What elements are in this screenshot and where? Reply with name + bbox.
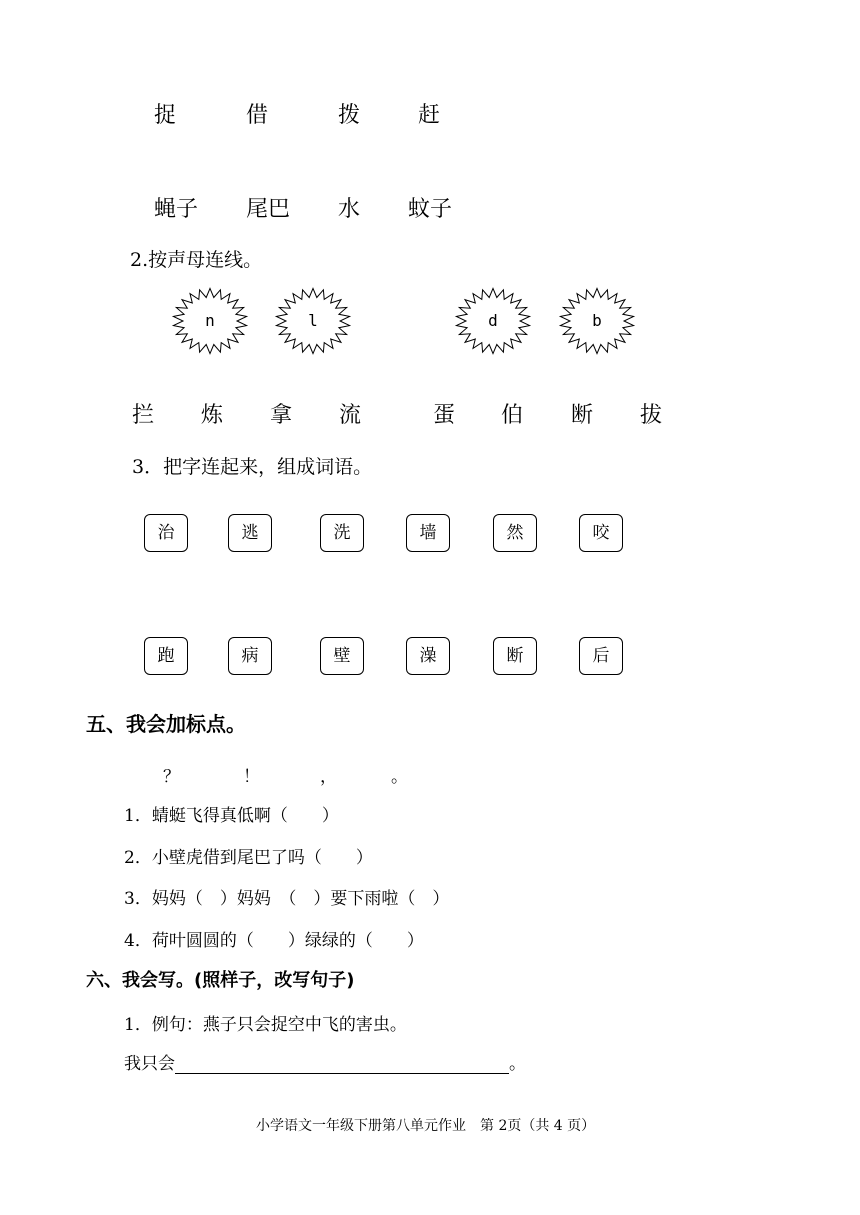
verb-word: 拨 bbox=[338, 103, 361, 128]
char-item: 炼 bbox=[201, 403, 224, 428]
char-box[interactable]: 后 bbox=[579, 637, 623, 675]
char-box[interactable]: 逃 bbox=[228, 514, 272, 552]
punctuation-mark: ， bbox=[320, 767, 337, 787]
section-6-heading: 六、我会写。(照样子，改写句子) bbox=[86, 970, 355, 991]
char-box[interactable]: 然 bbox=[493, 514, 537, 552]
question-3-title: 3．把字连起来，组成词语。 bbox=[132, 456, 373, 478]
noun-word: 水 bbox=[338, 197, 361, 222]
char-item: 拿 bbox=[270, 403, 293, 428]
rewrite-line bbox=[124, 1049, 526, 1074]
noun-word: 蝇子 bbox=[154, 197, 199, 222]
punctuation-item: 1．蜻蜓飞得真低啊（ ） bbox=[124, 806, 339, 826]
char-item: 拔 bbox=[640, 403, 663, 428]
page-footer: 小学语文一年级下册第八单元作业 第 2页（共 4 页） bbox=[256, 1118, 596, 1134]
char-item: 伯 bbox=[501, 403, 524, 428]
noun-word: 尾巴 bbox=[246, 197, 291, 222]
char-box[interactable]: 墙 bbox=[406, 514, 450, 552]
char-box[interactable]: 壁 bbox=[320, 637, 364, 675]
question-2-title: 2.按声母连线。 bbox=[130, 249, 263, 271]
char-box[interactable]: 断 bbox=[493, 637, 537, 675]
char-box[interactable]: 治 bbox=[144, 514, 188, 552]
initial-letter: l bbox=[308, 311, 318, 330]
char-box[interactable]: 跑 bbox=[144, 637, 188, 675]
rewrite-prefix: 我只会 bbox=[124, 1054, 175, 1074]
punctuation-item: 2．小壁虎借到尾巴了吗（ ） bbox=[124, 848, 373, 868]
noun-word: 蚊子 bbox=[408, 197, 453, 222]
punctuation-mark: ？ bbox=[163, 767, 180, 787]
initial-burst-n bbox=[170, 287, 250, 355]
char-item: 流 bbox=[339, 403, 362, 428]
verb-word: 赶 bbox=[418, 103, 441, 128]
initial-letter: b bbox=[592, 311, 602, 330]
verb-word: 捉 bbox=[154, 103, 177, 128]
answer-blank[interactable] bbox=[175, 1053, 509, 1074]
verb-word: 借 bbox=[246, 103, 269, 128]
char-item: 断 bbox=[571, 403, 594, 428]
punctuation-item: 4．荷叶圆圆的（ ）绿绿的（ ） bbox=[124, 931, 424, 951]
char-item: 蛋 bbox=[433, 403, 456, 428]
initial-letter: n bbox=[205, 311, 215, 330]
initial-burst-b bbox=[557, 287, 637, 355]
example-sentence: 1．例句：燕子只会捉空中飞的害虫。 bbox=[124, 1015, 407, 1035]
rewrite-suffix: 。 bbox=[509, 1054, 526, 1074]
initial-letter: d bbox=[488, 311, 498, 330]
char-item: 拦 bbox=[132, 403, 155, 428]
char-box[interactable]: 咬 bbox=[579, 514, 623, 552]
initial-burst-l bbox=[273, 287, 353, 355]
punctuation-item: 3．妈妈（ ）妈妈 （ ）要下雨啦（ ） bbox=[124, 889, 450, 909]
char-box[interactable]: 澡 bbox=[406, 637, 450, 675]
section-5-heading: 五、我会加标点。 bbox=[86, 712, 246, 736]
punctuation-mark: ！ bbox=[243, 767, 260, 787]
char-box[interactable]: 洗 bbox=[320, 514, 364, 552]
initial-burst-d bbox=[453, 287, 533, 355]
punctuation-mark: 。 bbox=[391, 767, 408, 787]
char-box[interactable]: 病 bbox=[228, 637, 272, 675]
